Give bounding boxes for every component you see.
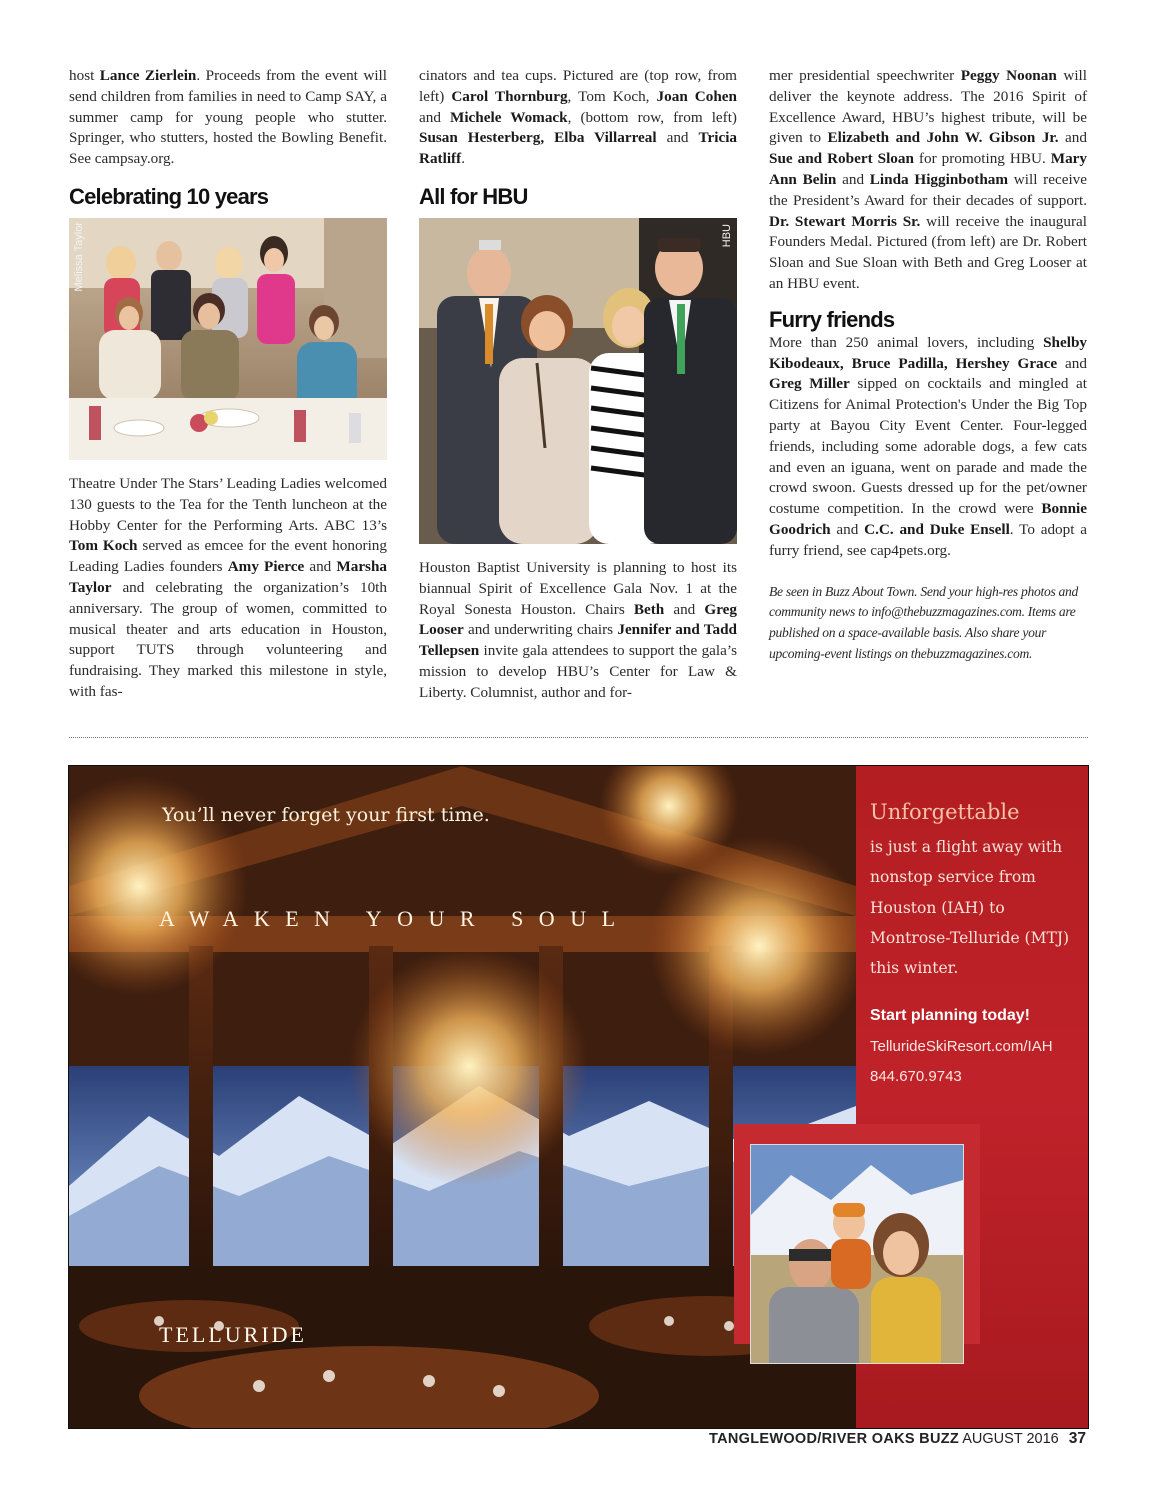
bold-name: Susan Hesterberg, Elba Villarreal <box>419 129 657 147</box>
col3-intro: mer presidential speechwriter Peggy Noonan will deliver the keynote address. The 2016 Spirit of Excellence Award, HBU’s highest tribute, will be given to Elizabeth and John W. Gibson Jr. and Sue and Robert Sloan for promoting HBU. Mary Ann Belin and Linda Higginbotham will receive the President’s Award for their decades of support. Dr. Stewart Morris Sr. will receive the inaugural Founders Medal. Pictured (from left) are Dr. Robert Sloan and Sue Sloan with Beth and Greg Looser at an HBU event. <box>769 67 1088 292</box>
publication-name: TANGLEWOOD/RIVER OAKS BUZZ <box>709 1431 960 1447</box>
column-2 <box>419 66 737 704</box>
issue-date: AUGUST 2016 <box>962 1431 1059 1447</box>
page-number: 37 <box>1068 1430 1086 1447</box>
ad-url[interactable]: TellurideSkiResort.com/IAH <box>870 1038 1053 1055</box>
bold-name: Mary Ann Belin <box>769 150 1087 188</box>
ad-tagline: You’ll never forget your first time. <box>162 804 490 826</box>
bold-name: Shelby Kibodeaux, Bruce Padilla, Hershey Grace <box>769 333 1087 372</box>
section-heading-furry: Furry friends <box>769 306 895 332</box>
bold-name: Tricia Ratliff <box>419 129 738 168</box>
telluride-logo: TELLURIDE <box>159 1322 307 1347</box>
section-heading-hbu: All for HBU <box>419 183 528 209</box>
ad-call-to-action: Start planning today! <box>870 1007 1030 1024</box>
photo-credit: Melissa Taylor <box>73 221 85 292</box>
leading-ladies-photo-art <box>69 218 387 460</box>
bold-name: Michele Womack <box>450 108 568 126</box>
bold-name: Dr. Stewart Morris Sr. <box>769 212 921 230</box>
section-heading-celebrating: Celebrating 10 years <box>69 183 269 209</box>
bold-name: Sue and Robert Sloan <box>769 150 914 168</box>
ad-headline: AWAKEN YOUR SOUL <box>159 906 631 931</box>
bold-name: Jennifer and Tadd Tellepsen <box>419 621 737 660</box>
ad-family-photo <box>750 1144 964 1364</box>
bold-name: Elizabeth and John W. Gibson Jr. <box>827 129 1059 147</box>
bold-name: Greg Miller <box>769 375 850 393</box>
bold-name: Linda Higginbotham <box>869 170 1009 188</box>
section-divider <box>69 737 1088 738</box>
hbu-photo-art <box>419 218 737 544</box>
col2-intro: cinators and tea cups. Pictured are (top row, from left) Carol Thornburg, Tom Koch, Joan Cohen and Michele Womack, (bottom row, from left) Susan Hesterberg, Elba Villarreal and Tricia Ratliff. <box>419 67 738 168</box>
submission-note: Be seen in Buzz About Town. Send your high-res photos and community news to info@thebuzzmagazines.com. Items are published on a space-available basis. Also share your upcoming-event listings on thebuzzmagazines.com. <box>769 583 1079 661</box>
bold-name: Greg Looser <box>419 600 737 639</box>
photo-leading-ladies <box>69 218 387 460</box>
col2-body: Houston Baptist University is planning to host its biannual Spirit of Excellence Gala Nov. 1 at the Royal Sonesta Houston. Chairs Beth and Greg Looser and underwriting chairs Jennifer and Tadd Tellepsen invite gala attendees to support the gala’s mission to develop HBU’s Center for Law & Liberty. Columnist, author and for- <box>419 558 737 701</box>
photo-hbu <box>419 218 737 544</box>
column-1 <box>69 66 387 703</box>
ad-phone: 844.670.9743 <box>870 1068 962 1085</box>
bold-name: Lance Zierlein <box>99 67 197 84</box>
ad-body: is just a flight away with nonstop service from Houston (IAH) to Montrose-Telluride (MTJ) this winter. <box>870 838 1070 978</box>
col3-body: More than 250 animal lovers, including Shelby Kibodeaux, Bruce Padilla, Hershey Grace and Greg Miller sipped on cocktails and mingled at Citizens for Animal Protection's Under the Big Top party at Bayou City Event Center. Four-legged friends, including some adorable dogs, a few cats and even an iguana, went on parade and made the crowd swoon. Guests dressed up for the pet/owner costume competition. In the crowd were Bonnie Goodrich and C.C. and Duke Ensell. To adopt a furry friend, see cap4pets.org. <box>769 333 1088 559</box>
telluride-advertisement <box>68 765 1089 1429</box>
bold-name: Marsha Taylor <box>69 558 388 596</box>
bold-name: Bonnie Goodrich <box>769 500 1087 538</box>
bold-name: Amy Pierce <box>227 558 305 576</box>
bold-name: Peggy Noonan <box>960 67 1057 84</box>
family-photo-art <box>751 1145 963 1364</box>
column-3 <box>769 66 1087 665</box>
page-footer <box>709 1430 1086 1448</box>
bold-name: Tom Koch <box>69 537 138 555</box>
photo-credit: HBU <box>721 223 733 248</box>
bold-name: Beth <box>633 600 665 618</box>
col1-intro: host Lance Zierlein. Proceeds from the event will send children from families in need to Camp SAY, a summer camp for young people who stutter. Springer, who stutters, hosted the Bowling Benefit. See campsay.org. <box>69 67 387 168</box>
bold-name: C.C. and Duke Ensell <box>864 520 1010 538</box>
bold-name: Joan Cohen <box>656 87 737 105</box>
col1-body: Theatre Under The Stars’ Leading Ladies welcomed 130 guests to the Tea for the Tenth luncheon at the Hobby Center for the Performing Arts. ABC 13’s Tom Koch served as emcee for the event honoring Leading Ladies founders Amy Pierce and Marsha Taylor and celebrating the organization’s 10th anniversary. The group of women, committed to musical theater and arts education in Houston, support TUTS through volunteering and fundraising. They marked this milestone in style, with fas- <box>69 474 388 700</box>
bold-name: Carol Thornburg <box>451 87 568 105</box>
ad-title: Unforgettable <box>870 800 1020 824</box>
